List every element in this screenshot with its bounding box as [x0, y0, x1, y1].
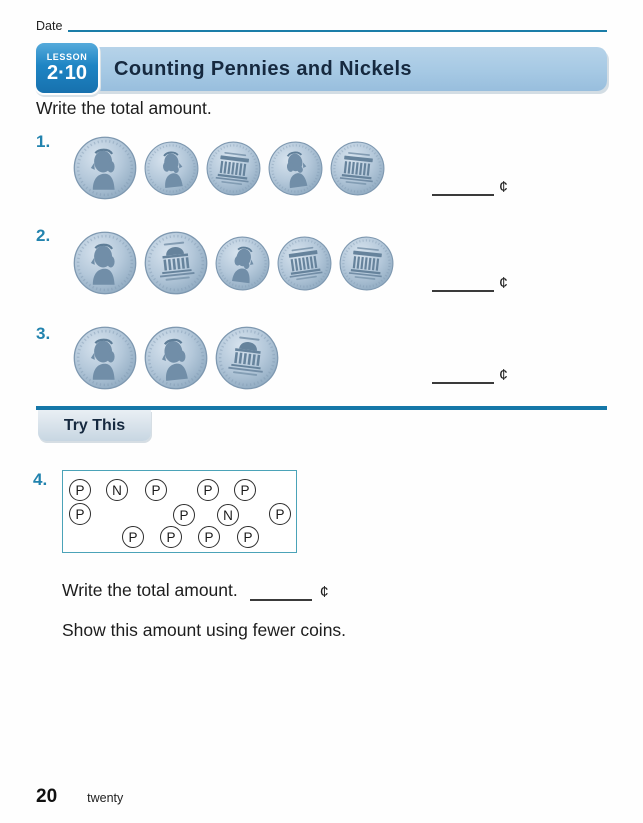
- cent-sign: ¢: [319, 584, 329, 601]
- penny-letter-circle: P: [69, 503, 91, 525]
- problem-number: 3.: [36, 324, 51, 343]
- lesson-label: LESSON: [46, 52, 88, 63]
- answer-area: [432, 368, 508, 384]
- answer-blank-4[interactable]: [250, 585, 312, 601]
- page-word: twenty: [87, 791, 124, 805]
- nickel-heads-coin-icon: [73, 231, 137, 295]
- penny-heads-coin-icon: [141, 138, 201, 198]
- try-this-label: Try This: [63, 416, 126, 434]
- coin-row: [73, 130, 607, 206]
- cent-sign: ¢: [499, 179, 508, 196]
- penny-tails-coin-icon: [327, 138, 387, 198]
- page-footer: [36, 786, 123, 808]
- nickel-heads-coin-icon: [141, 323, 211, 393]
- write-prompt: Write the total amount.: [62, 580, 238, 600]
- try-this-tab: [38, 410, 151, 441]
- date-label: Date: [36, 18, 63, 33]
- nickel-tails-coin-icon: [141, 228, 211, 298]
- penny-letter-circle: P: [234, 479, 256, 501]
- write-total-line: [62, 580, 329, 601]
- penny-tails-coin-icon: [203, 137, 264, 198]
- problem-row-3: [36, 322, 607, 394]
- penny-letter-circle: P: [197, 479, 219, 501]
- problem-number: 2.: [36, 226, 51, 245]
- penny-heads-coin-icon: [264, 137, 326, 199]
- show-prompt: Show this amount using fewer coins.: [62, 620, 347, 640]
- page-number: 20: [36, 786, 58, 807]
- coin-row: [73, 322, 607, 394]
- answer-blank-1[interactable]: [432, 180, 494, 196]
- answer-area: [432, 276, 508, 292]
- cent-sign: ¢: [499, 275, 508, 292]
- answer-area: [432, 180, 508, 196]
- nickel-letter-circle: N: [106, 479, 128, 501]
- penny-letter-circle: P: [237, 526, 259, 548]
- problem-row-1: [36, 130, 607, 206]
- penny-tails-coin-icon: [273, 232, 335, 294]
- instruction-text: Write the total amount.: [36, 98, 212, 118]
- problem-number: 1.: [36, 132, 51, 151]
- penny-letter-circle: P: [160, 526, 182, 548]
- date-fill-line[interactable]: [68, 16, 607, 32]
- answer-blank-3[interactable]: [432, 368, 494, 384]
- penny-letter-circle: P: [69, 479, 91, 501]
- penny-heads-coin-icon: [212, 232, 273, 293]
- nickel-heads-coin-icon: [73, 136, 137, 200]
- lesson-title: Counting Pennies and Nickels: [114, 57, 412, 80]
- penny-letter-circle: P: [173, 504, 195, 526]
- penny-letter-circle: P: [198, 526, 220, 548]
- cent-sign: ¢: [499, 367, 508, 384]
- nickel-tails-coin-icon: [211, 322, 282, 393]
- lesson-banner: [36, 47, 607, 91]
- coin-letter-box: [62, 470, 297, 553]
- nickel-heads-coin-icon: [73, 326, 137, 390]
- coin-row: [73, 224, 607, 302]
- date-row: [36, 16, 607, 32]
- nickel-letter-circle: N: [217, 504, 239, 526]
- lesson-number: 2·10: [46, 61, 88, 84]
- problem-row-2: [36, 224, 607, 302]
- answer-blank-2[interactable]: [432, 276, 494, 292]
- penny-letter-circle: P: [269, 503, 291, 525]
- penny-tails-coin-icon: [336, 233, 396, 293]
- penny-letter-circle: P: [145, 479, 167, 501]
- penny-letter-circle: P: [122, 526, 144, 548]
- problem-number-4: 4.: [33, 470, 48, 489]
- lesson-badge: [36, 43, 98, 93]
